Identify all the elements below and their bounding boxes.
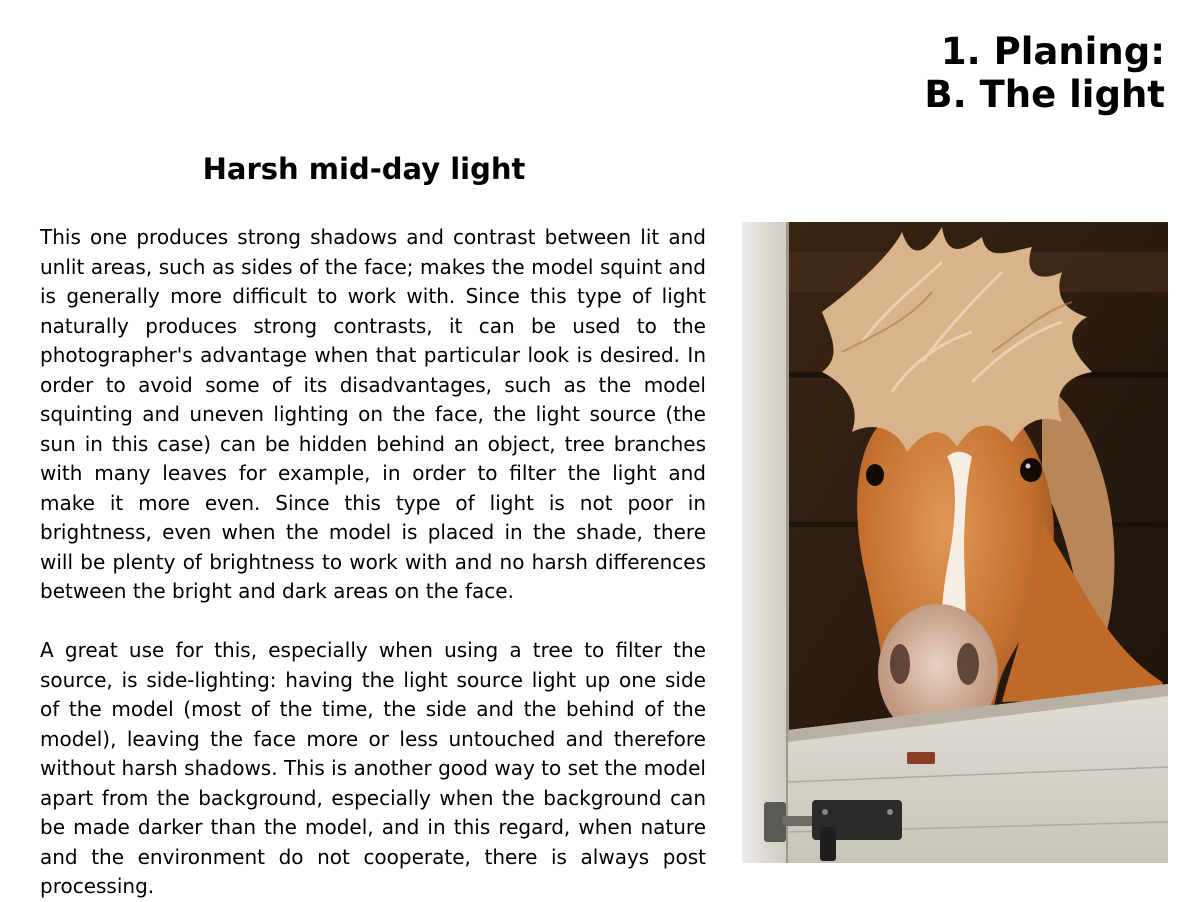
heading-line-2: B. The light: [924, 73, 1165, 116]
page-heading: [924, 30, 1165, 116]
paragraph-2: A great use for this, especially when using a tree to filter the source, is side-lighting: having the light source light up one side of the model (most of the time, the side and the behind of the model), leaving the face more or less untouched and therefore without harsh shadows. This is another good way to set the model apart from the background, especially when the background can be made darker than the model, and in this regard, when nature and the environment do not cooperate, there is always post processing.: [40, 638, 706, 898]
heading-line-1: 1. Planing:: [940, 30, 1165, 73]
horse-photo: [742, 222, 1168, 863]
section-title: Harsh mid-day light: [202, 152, 526, 186]
body-text: [40, 223, 706, 902]
paragraph-1: This one produces strong shadows and contrast between lit and unlit areas, such as sides of the face; makes the model squint and is generally more difficult to work with. Since this type of light naturally produces strong contrasts, it can be used to the photographer's advantage when that particular look is desired. In order to avoid some of its disadvantages, such as the model squinting and uneven lighting on the face, the light source (the sun in this case) can be hidden behind an object, tree branches with many leaves for example, in order to filter the light and make it more even. Since this type of light is not poor in brightness, even when the model is placed in the shade, there will be plenty of brightness to work with and no harsh differences between the bright and dark areas on the face.: [40, 225, 706, 603]
